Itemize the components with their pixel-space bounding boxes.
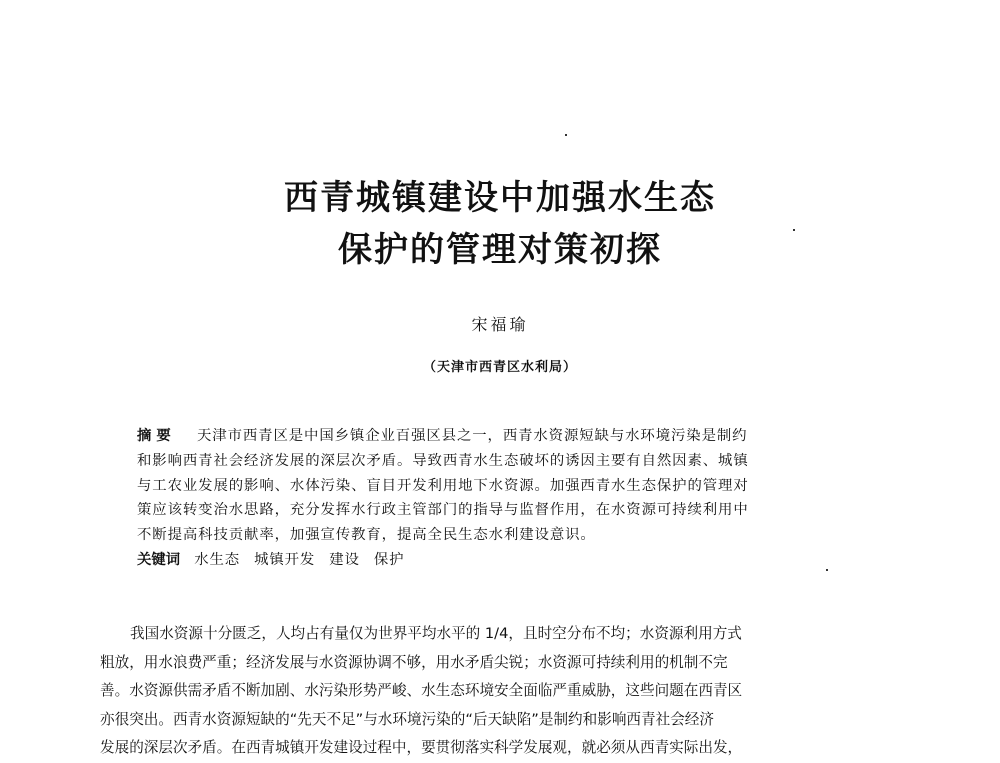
keyword: 保护	[373, 551, 405, 568]
body-paragraph	[100, 620, 890, 763]
abstract-line: 策应该转变治水思路，充分发挥水行政主管部门的指导与监督作用，在水资源可持续利用中	[137, 502, 749, 519]
body-line: 我国水资源十分匮乏，人均占有量仅为世界平均水平的 1/4，且时空分布不均；水资源利用方式	[130, 625, 742, 642]
abstract-line	[137, 424, 857, 449]
scan-speck	[793, 229, 795, 231]
author-name: 宋福瑜	[471, 315, 529, 334]
keyword: 建设	[329, 551, 360, 568]
abstract-line: 和影响西青社会经济发展的深层次矛盾。导致西青水生态破坏的诱因主要有自然因素、城镇	[137, 452, 749, 469]
body-line: 亦很突出。西青水资源短缺的“先天不足”与水环境污染的“后天缺陷”是制约和影响西青社会经济	[100, 710, 714, 728]
keyword: 城镇开发	[254, 551, 316, 568]
scan-speck	[826, 569, 828, 571]
abstract-label: 摘 要	[137, 428, 171, 444]
abstract-block	[137, 424, 857, 573]
scan-speck	[565, 134, 567, 136]
paper-title-line-1: 西青城镇建设中加强水生态	[284, 178, 716, 218]
abstract-line: 不断提高科技贡献率，加强宣传教育，提高全民生态水利建设意识。	[137, 527, 596, 544]
paper-title-line-2: 保护的管理对策初探	[338, 230, 662, 270]
body-line: 粗放，用水浪费严重；经济发展与水资源协调不够，用水矛盾尖锐；水资源可持续利用的机制不完	[100, 653, 728, 671]
body-line: 善。水资源供需矛盾不断加剧、水污染形势严峻、水生态环境安全面临严重威胁，这些问题在西青区	[100, 682, 743, 699]
author-affiliation: （天津市西青区水利局）	[422, 360, 577, 375]
abstract-text: 天津市西青区是中国乡镇企业百强区县之一，西青水资源短缺与水环境污染是制约	[197, 428, 748, 444]
body-line: 发展的深层次矛盾。在西青城镇开发建设过程中，要贯彻落实科学发展观，就必须从西青实际出发，	[100, 739, 743, 756]
keywords-label: 关键词	[137, 551, 181, 568]
keyword: 水生态	[194, 551, 241, 568]
keywords-line	[137, 548, 857, 573]
abstract-line: 与工农业发展的影响、水体污染、盲目开发利用地下水资源。加强西青水生态保护的管理对	[137, 477, 749, 494]
